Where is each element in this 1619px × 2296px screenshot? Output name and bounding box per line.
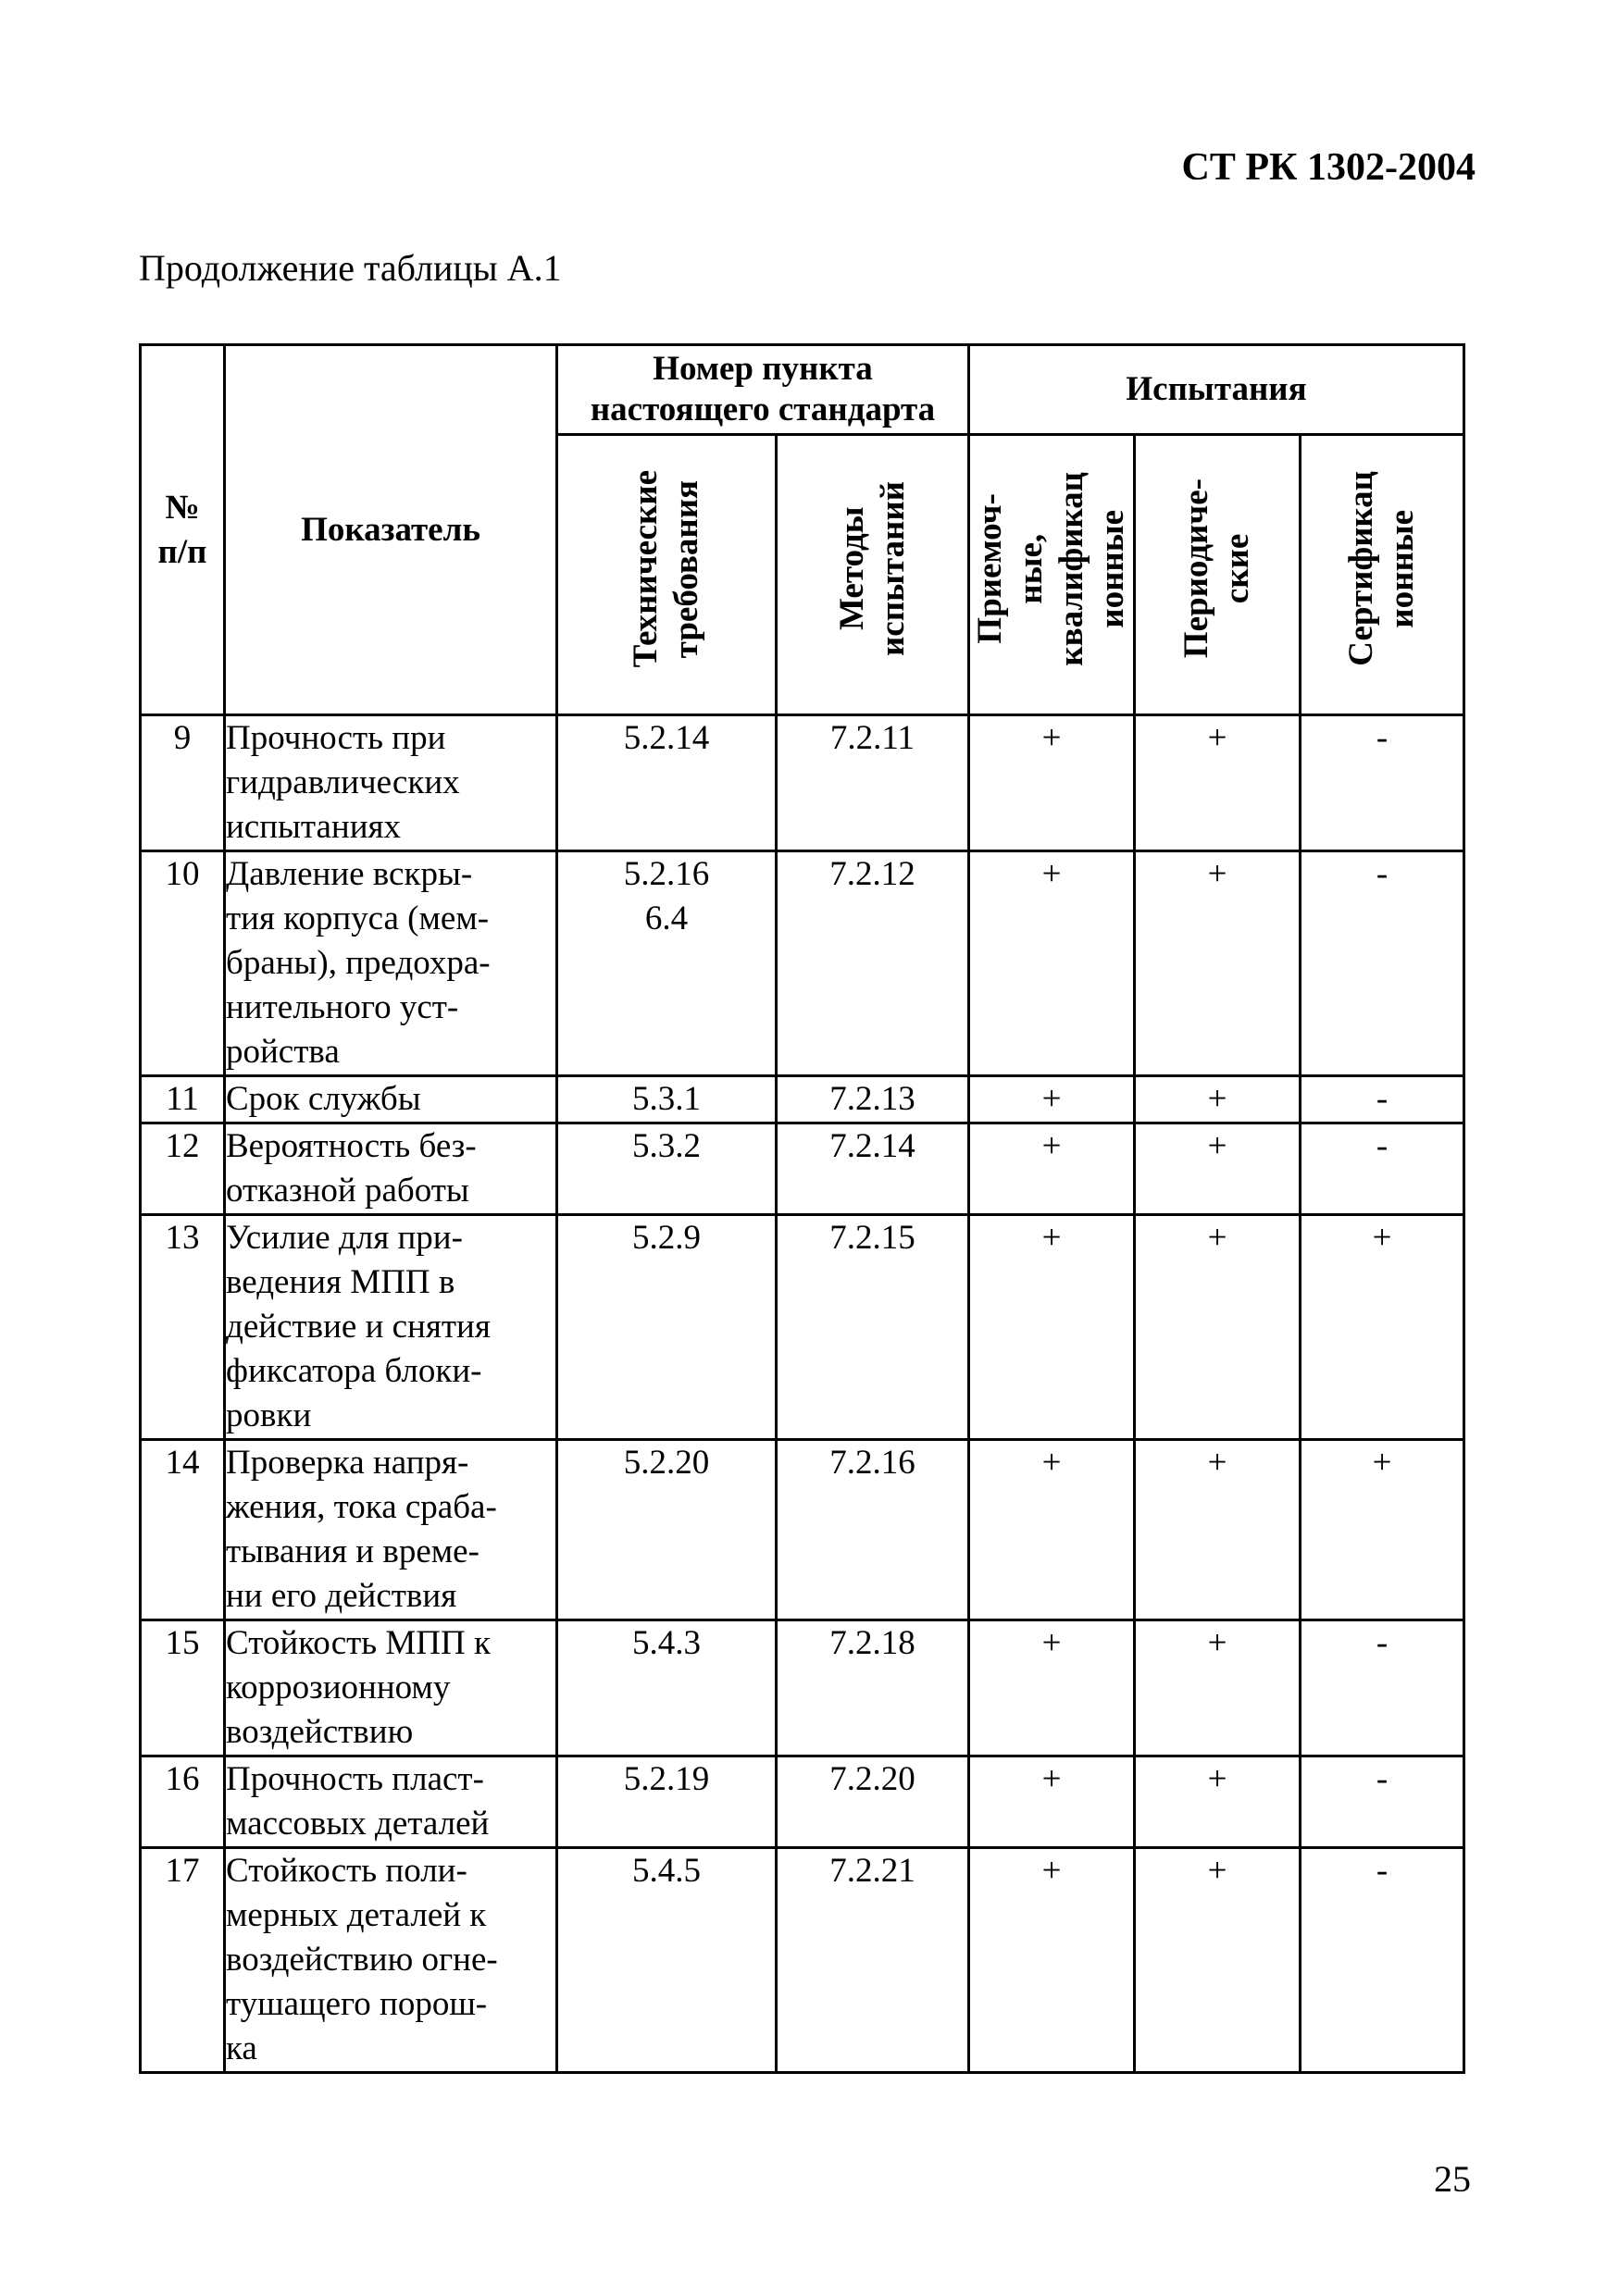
header-text-line: ионные	[1383, 509, 1421, 628]
header-text-line: ионные	[1093, 509, 1131, 628]
row-test-method: 7.2.13	[777, 1076, 969, 1123]
header-periodic-text	[1177, 478, 1258, 658]
document-code: СТ РК 1302-2004	[1181, 146, 1476, 189]
header-clause-line: Номер пункта	[653, 350, 873, 388]
row-acceptance: +	[969, 851, 1135, 1076]
row-acceptance: +	[969, 1215, 1135, 1440]
header-text-line: ные,	[1012, 533, 1050, 604]
header-text-line: Сертификац	[1342, 471, 1380, 666]
row-number: 16	[141, 1756, 225, 1848]
indicator-line: коррозионному	[226, 1669, 451, 1706]
row-number: 10	[141, 851, 225, 1076]
header-tech-req-text	[626, 470, 707, 667]
indicator-line: Стойкость МПП к	[226, 1624, 491, 1662]
row-tech-req	[557, 1440, 777, 1620]
header-certification-text	[1341, 471, 1423, 666]
row-test-method: 7.2.16	[777, 1440, 969, 1620]
row-test-method: 7.2.18	[777, 1620, 969, 1756]
header-tech-req	[557, 435, 777, 715]
row-number: 12	[141, 1123, 225, 1215]
indicator-line: мерных деталей к	[226, 1896, 487, 1934]
indicator-line: браны), предохра-	[226, 944, 491, 982]
indicator-line: Усилие для при-	[226, 1219, 463, 1257]
row-number: 15	[141, 1620, 225, 1756]
indicator-line: действие и снятия	[226, 1308, 491, 1346]
row-periodic: +	[1135, 1215, 1301, 1440]
header-acceptance	[969, 435, 1135, 715]
row-periodic: +	[1135, 1076, 1301, 1123]
indicator-line: Прочность пласт-	[226, 1760, 484, 1798]
tech-req-line: 5.2.9	[632, 1219, 701, 1257]
row-test-method: 7.2.20	[777, 1756, 969, 1848]
indicator-line: ни его действия	[226, 1577, 457, 1615]
header-certification	[1301, 435, 1464, 715]
row-number: 17	[141, 1848, 225, 2073]
indicator-line: Вероятность без-	[226, 1127, 477, 1165]
row-acceptance: +	[969, 1756, 1135, 1848]
table-caption: Продолжение таблицы А.1	[139, 247, 562, 289]
row-certification: -	[1301, 1123, 1464, 1215]
row-periodic: +	[1135, 1123, 1301, 1215]
indicator-line: воздействию	[226, 1713, 414, 1751]
header-clause-line: настоящего стандарта	[590, 391, 936, 428]
indicator-line: ровки	[226, 1396, 312, 1434]
header-periodic	[1135, 435, 1301, 715]
header-test-methods-text	[832, 481, 914, 656]
row-acceptance: +	[969, 1848, 1135, 2073]
row-periodic: +	[1135, 851, 1301, 1076]
indicator-line: фиксатора блоки-	[226, 1352, 482, 1390]
row-tech-req	[557, 1848, 777, 2073]
tech-req-line: 5.3.1	[632, 1080, 701, 1118]
header-num	[141, 345, 225, 715]
row-number: 14	[141, 1440, 225, 1620]
table-row	[141, 715, 1464, 851]
row-certification: -	[1301, 1620, 1464, 1756]
row-certification: -	[1301, 851, 1464, 1076]
indicator-line: гидравлических	[226, 763, 460, 801]
row-indicator	[225, 1756, 557, 1848]
row-test-method: 7.2.11	[777, 715, 969, 851]
row-acceptance: +	[969, 715, 1135, 851]
table-header	[141, 345, 1464, 715]
header-text-line: Периодиче-	[1177, 478, 1215, 659]
row-indicator	[225, 1076, 557, 1123]
row-periodic: +	[1135, 1440, 1301, 1620]
row-test-method: 7.2.14	[777, 1123, 969, 1215]
row-indicator	[225, 715, 557, 851]
tech-req-line: 5.3.2	[632, 1127, 701, 1165]
tech-req-line: 5.4.3	[632, 1624, 701, 1662]
indicator-line: ройства	[226, 1033, 340, 1071]
indicator-line: Давление вскры-	[226, 855, 473, 893]
table-row	[141, 1440, 1464, 1620]
row-periodic: +	[1135, 1620, 1301, 1756]
row-tech-req	[557, 1076, 777, 1123]
table-row	[141, 1620, 1464, 1756]
indicator-line: нительного уст-	[226, 988, 459, 1026]
table-body	[141, 715, 1464, 2073]
header-num-line: п/п	[157, 532, 207, 571]
indicator-line: жения, тока сраба-	[226, 1488, 497, 1526]
row-indicator	[225, 1215, 557, 1440]
table-row	[141, 1076, 1464, 1123]
row-tech-req	[557, 1756, 777, 1848]
row-certification: +	[1301, 1440, 1464, 1620]
table-row	[141, 851, 1464, 1076]
row-certification: -	[1301, 1756, 1464, 1848]
header-indicator: Показатель	[225, 345, 557, 715]
header-text-line: Методы	[832, 506, 871, 631]
row-certification: -	[1301, 1848, 1464, 2073]
indicator-line: ка	[226, 2029, 257, 2067]
row-acceptance: +	[969, 1620, 1135, 1756]
row-periodic: +	[1135, 1848, 1301, 2073]
header-text-line: ские	[1218, 533, 1256, 604]
row-number: 9	[141, 715, 225, 851]
table-row	[141, 1848, 1464, 2073]
row-indicator	[225, 1620, 557, 1756]
indicator-line: воздействию огне-	[226, 1941, 498, 1979]
table-row	[141, 1123, 1464, 1215]
indicator-line: массовых деталей	[226, 1805, 490, 1843]
tech-req-line: 5.2.20	[623, 1444, 710, 1482]
row-tech-req	[557, 1620, 777, 1756]
row-tech-req	[557, 1123, 777, 1215]
header-text-line: квалификац	[1052, 471, 1090, 666]
table-row	[141, 1215, 1464, 1440]
requirements-table	[139, 343, 1465, 2074]
row-periodic: +	[1135, 715, 1301, 851]
row-number: 13	[141, 1215, 225, 1440]
header-acceptance-text	[970, 472, 1133, 666]
row-indicator	[225, 851, 557, 1076]
tech-req-line: 5.2.16	[623, 855, 710, 893]
header-text-line: Технические	[627, 469, 665, 668]
row-tech-req	[557, 715, 777, 851]
page-number: 25	[1434, 2158, 1471, 2200]
row-indicator	[225, 1848, 557, 2073]
indicator-line: Срок службы	[226, 1080, 421, 1118]
row-periodic: +	[1135, 1756, 1301, 1848]
row-test-method: 7.2.12	[777, 851, 969, 1076]
table-row	[141, 1756, 1464, 1848]
row-test-method: 7.2.21	[777, 1848, 969, 2073]
tech-req-line: 5.2.19	[623, 1760, 710, 1798]
indicator-line: тывания и време-	[226, 1533, 479, 1570]
header-num-line: №	[165, 488, 200, 527]
indicator-line: Проверка напря-	[226, 1444, 469, 1482]
row-certification: +	[1301, 1215, 1464, 1440]
tech-req-line: 5.2.14	[623, 719, 710, 757]
indicator-line: ведения МПП в	[226, 1263, 455, 1301]
header-test-methods	[777, 435, 969, 715]
row-acceptance: +	[969, 1076, 1135, 1123]
row-number: 11	[141, 1076, 225, 1123]
header-tests-group: Испытания	[969, 345, 1464, 435]
header-text-line: требования	[667, 479, 705, 658]
row-indicator	[225, 1123, 557, 1215]
row-indicator	[225, 1440, 557, 1620]
tech-req-line: 5.4.5	[632, 1852, 701, 1890]
row-test-method: 7.2.15	[777, 1215, 969, 1440]
indicator-line: отказной работы	[226, 1172, 469, 1210]
tech-req-line: 6.4	[644, 900, 689, 937]
indicator-line: испытаниях	[226, 808, 402, 846]
row-tech-req	[557, 1215, 777, 1440]
row-acceptance: +	[969, 1440, 1135, 1620]
indicator-line: Стойкость поли-	[226, 1852, 467, 1890]
indicator-line: тушащего порош-	[226, 1985, 488, 2023]
header-text-line: Приемоч-	[971, 493, 1009, 644]
indicator-line: Прочность при	[226, 719, 446, 757]
header-clause-group	[557, 345, 969, 435]
row-acceptance: +	[969, 1123, 1135, 1215]
header-text-line: испытаний	[873, 480, 912, 657]
row-tech-req	[557, 851, 777, 1076]
indicator-line: тия корпуса (мем-	[226, 900, 490, 937]
row-certification: -	[1301, 715, 1464, 851]
row-certification: -	[1301, 1076, 1464, 1123]
